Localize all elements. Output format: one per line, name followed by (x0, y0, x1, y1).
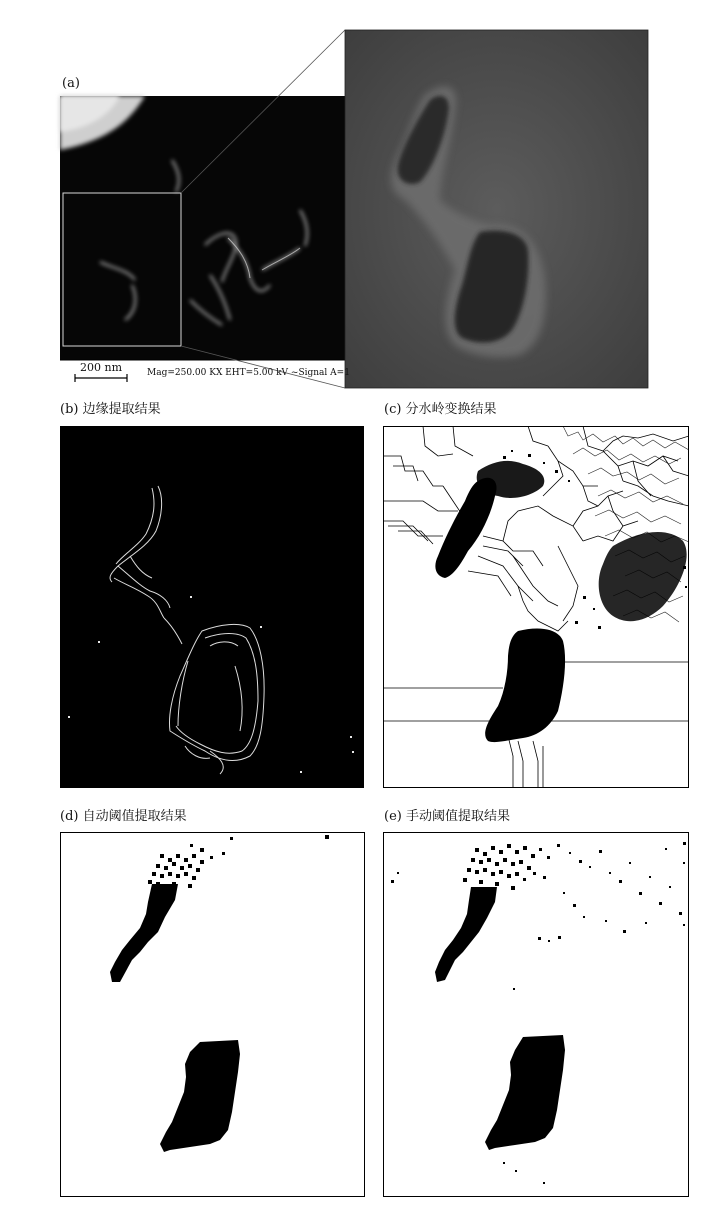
panel-a-figure (0, 0, 722, 400)
panel-d-auto-threshold-image (60, 832, 365, 1197)
panel-c-caption: (c) 分水岭变换结果 (384, 402, 497, 417)
panel-b-caption: (b) 边缘提取结果 (60, 402, 161, 417)
panel-b-edge-image (60, 426, 364, 788)
zoom-inset (345, 30, 648, 388)
sem-image (60, 96, 345, 387)
panel-e-caption: (e) 手动阈值提取结果 (384, 809, 510, 824)
sem-info-text: Mag=250.00 KX EHT=5.00 kV ~Signal A=1 (147, 368, 350, 378)
scale-bar-label: 200 nm (80, 361, 123, 374)
panel-d-caption: (d) 自动阈值提取结果 (60, 809, 187, 824)
panel-c-watershed-image (383, 426, 689, 788)
panel-a-label: (a) (62, 76, 80, 91)
panel-e-manual-threshold-image (383, 832, 689, 1197)
